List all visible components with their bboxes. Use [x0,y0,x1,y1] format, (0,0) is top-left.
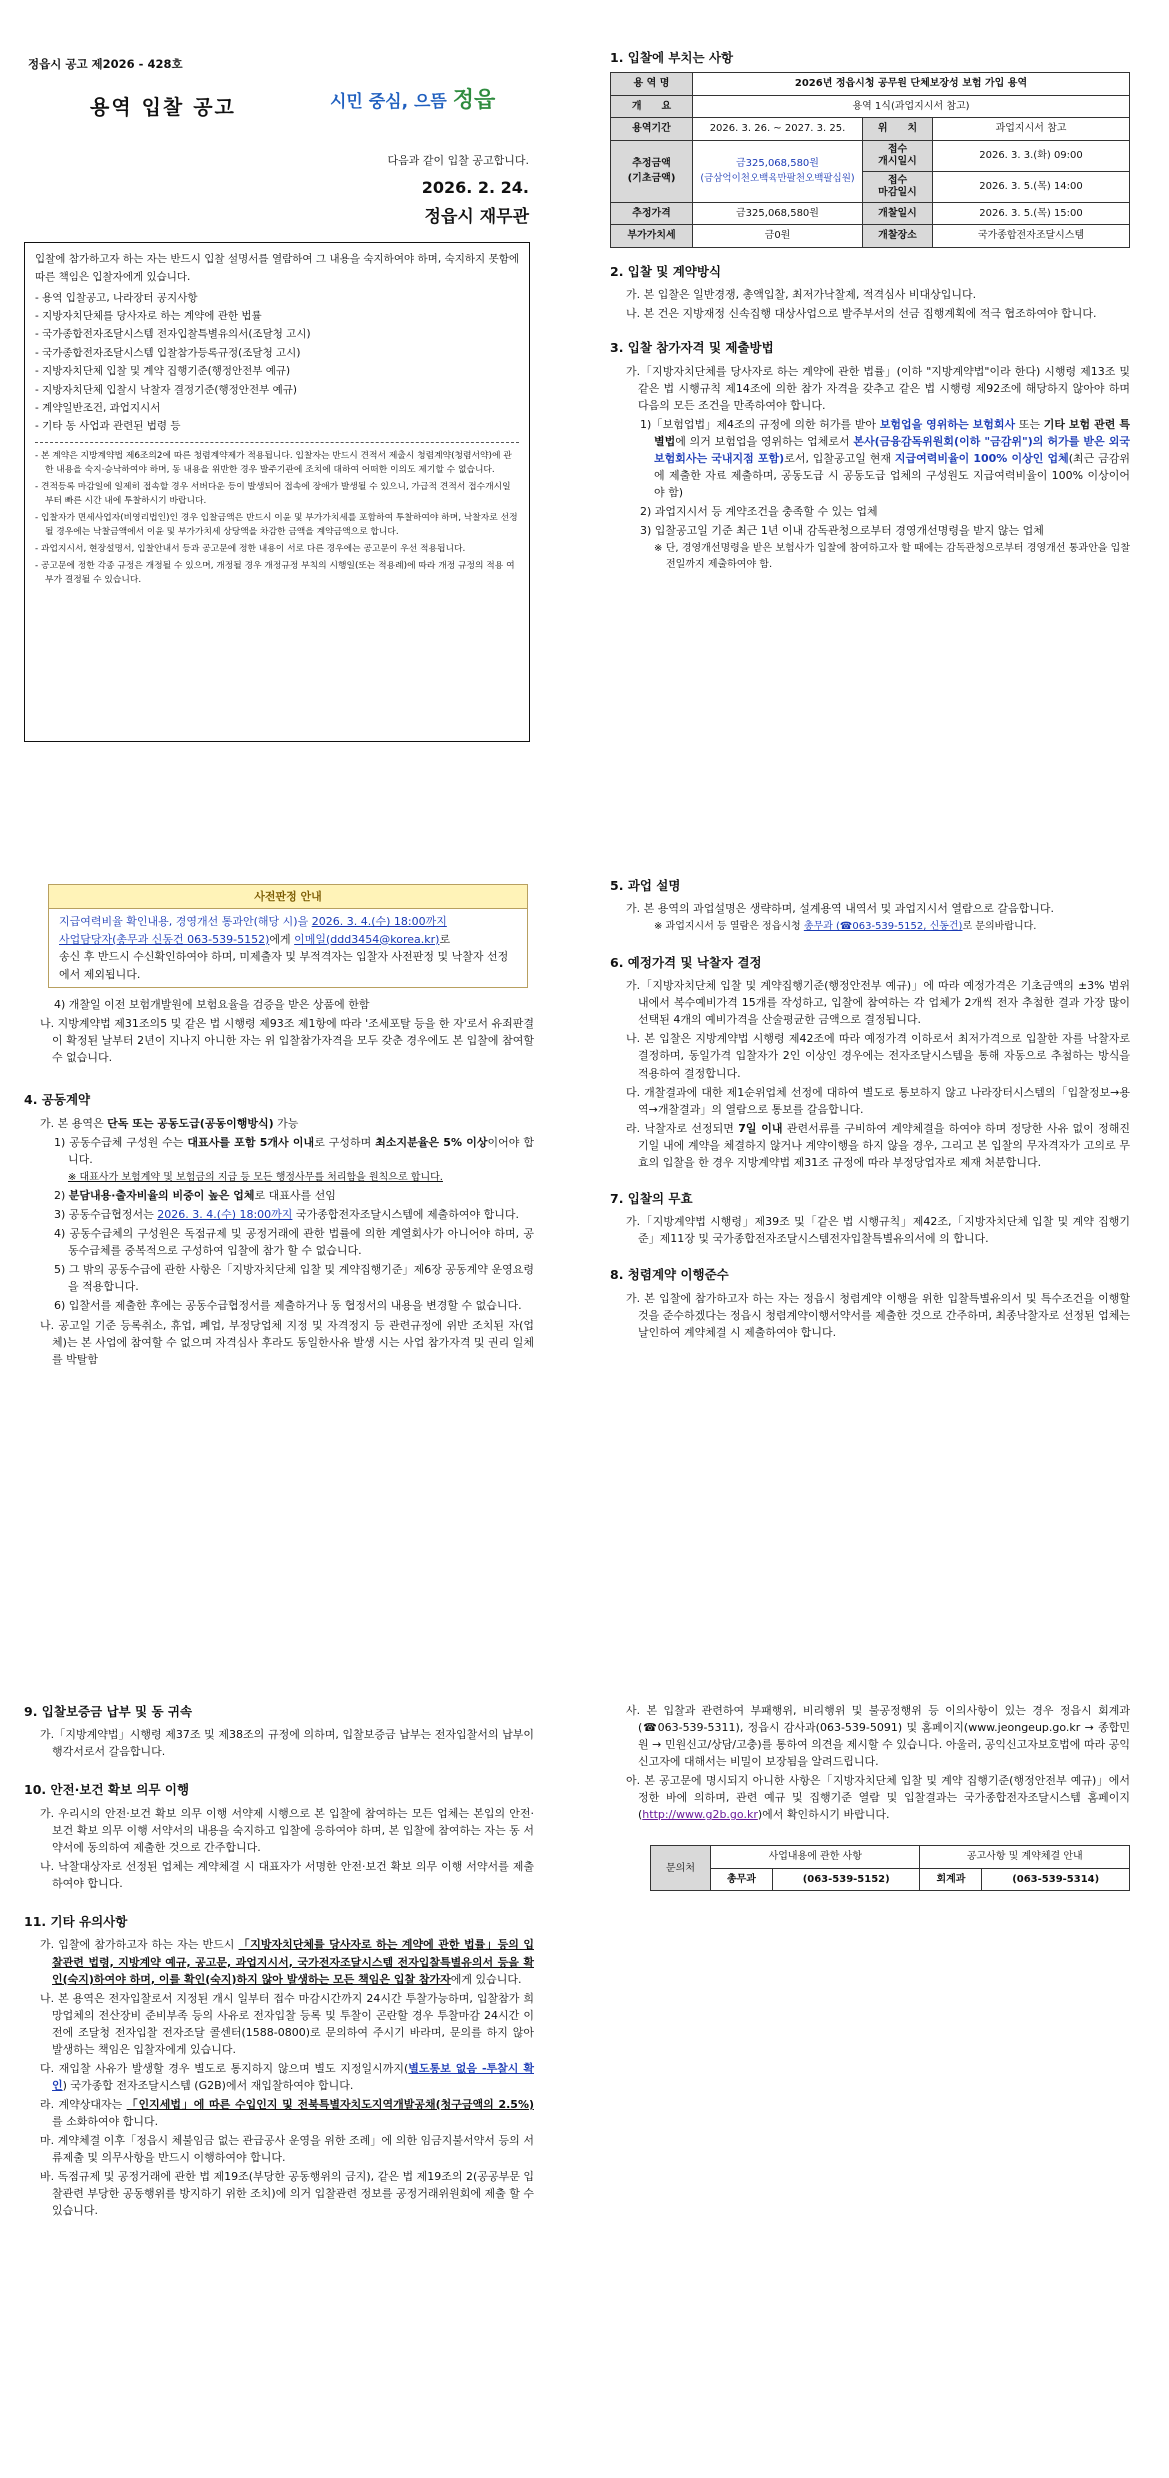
paragraph: 다. 개찰결과에 대한 제1순위업체 선정에 대하여 별도로 통보하지 않고 나라장터시스템의「입찰정보→용역→개찰결과」의 열람으로 통보를 갈음합니다. [626,1085,1130,1116]
contact-table [650,1845,1130,1891]
table-header: 추정가격 [611,202,693,225]
table-cell: 금0원 [693,225,863,248]
notice-box [24,242,530,742]
table-header: 공고사항 및 계약체결 안내 [920,1846,1130,1869]
intro-line: 다음과 같이 입찰 공고합니다. [387,154,529,167]
section-title: 7. 입찰의 무효 [610,1190,693,1206]
paragraph: 3) 공동수급협정서는 2026. 3. 4.(수) 18:00까지 국가종합전자조달시스템에 제출하여야 합니다. [54,1208,519,1222]
notice-item: - 국가종합전자조달시스템 입찰참가등록규정(조달청 고시) [35,346,301,359]
table-cell: (063-539-5152) [772,1868,920,1891]
section-title: 9. 입찰보증금 납부 및 동 귀속 [24,1704,193,1719]
section-title: 2. 입찰 및 계약방식 [610,263,722,279]
paragraph: 가.「지방자치단체 입찰 및 계약집행기준(행정안전부 예규)」에 따라 예정가격은 기초금액의 ±3% 범위 내에서 복수예비가격 15개를 작성하고, 입찰에 참여하는 각 업체가 2개씩 전자 추첨한 결과 가장 많이 선택된 4개의 예비가격을 산술평균한 금액으로 결정됩니다. [626,979,1130,1027]
section-title: 4. 공동계약 [24,1092,91,1108]
table-header: 위 치 [863,118,933,141]
table-header: 개찰일시 [863,202,933,225]
note: ※ 과업지시서 등 열람은 정읍시청 총무과 (☎063-539-5152, 신동건)로 문의바랍니다. [654,921,1037,933]
paragraph: 라. 낙찰자로 선정되면 7일 이내 관련서류를 구비하여 계약체결을 하여야 하며 정당한 사유 없이 정해진 기일 내에 계약을 체결하지 않거나 계약이행을 하지 않을 경우, 그리고 본 입찰의 무자격자가 고의로 무효의 입찰을 한 경우 지방계약법 제31조 규정에 따라 부정당업자로 제재 처분합니다. [626,1121,1130,1169]
table-header: 문의처 [651,1846,711,1891]
table-cell: 용역 1식(과업지시서 참고) [693,95,1130,118]
paragraph: 4) 공동수급체의 구성원은 독점규제 및 공정거래에 관한 법률에 의한 계열회사가 아니어야 하며, 공동수급체를 중복적으로 구성하여 입찰에 참가 할 수 없습니다. [54,1227,534,1258]
prereview-notice-box [48,884,528,988]
paragraph: 나. 본 건은 지방재정 신속집행 대상사업으로 발주부서의 선금 집행계획에 적극 협조하여야 합니다. [626,307,1097,321]
paragraph: 가. 입찰에 참가하고자 하는 자는 반드시 「지방자치단체를 당사자로 하는 계약에 관한 법률」등의 입찰관련 법령, 지방계약 예규, 공고문, 과업지시서, 국가전자조달시스템 전자입찰특별유의서 등을 확인(숙지)하여야 하며, 이를 확인(숙지)하지 않아 발생하는 모든 책임은 입찰 참가자에게 있습니다. [40,1938,534,1986]
paragraph: 가. 본 입찰에 참가하고자 하는 자는 정읍시 청렴계약 이행을 위한 입찰특별유의서 및 특수조건을 이행할 것을 준수하겠다는 정읍시 청렴계약이행서약서를 제출한 것으로 간주하며, 최종낙찰자로 선정된 업체는 날인하여 계약체결 시 제출하여야 합니다. [626,1291,1130,1339]
paragraph: 1) 공동수급체 구성원 수는 대표사를 포함 5개사 이내로 구성하며 최소지분율은 5% 이상이어야 합니다. [54,1135,534,1166]
paragraph: 나. 본 용역은 전자입찰로서 지정된 개시 일부터 접수 마감시간까지 24시간 투찰가능하며, 입찰참가 희망업체의 전산장비 준비부족 등의 사유로 전자입찰 등록 및 투찰이 곤란할 경우 투찰마감 24시간 이전에 조달청 전자입찰 전자조달 콜센터(1588-0800)로 문의하여 주시기 바라며, 문의를 하지 않아 발생하는 책임은 입찰자에게 있습니다. [40,1991,534,2056]
table-cell: 과업지시서 참고 [933,118,1130,141]
paragraph: 바. 독점규제 및 공정거래에 관한 법 제19조(부당한 공동행위의 금지), 같은 법 제19조의 2(공공부문 입찰관련 부당한 공동행위를 방지하기 위한 조치)에 의거 입찰관련 정보를 공정거래위원회에 제출 할 수 있습니다. [40,2170,534,2218]
divider [35,442,519,443]
paragraph: 가.「지방자치단체를 당사자로 하는 계약에 관한 법률」(이하 "지방계약법"이라 한다) 시행령 제13조 및 같은 법 시행규칙 제14조에 의한 참가 자격을 갖추고 같은 법 시행령 제92조에 해당하지 않아야 하며 다음의 모든 조건을 만족하여야 합니다. [626,364,1130,412]
doc-number: 정읍시 공고 제2026 - 428호 [28,57,183,71]
paragraph: 2) 분담내용·출자비율의 비중이 높은 업체로 대표사를 선임 [54,1189,336,1203]
paragraph: 가. 우리시의 안전·보건 확보 의무 이행 서약제 시행으로 본 입찰에 참여하는 모든 업체는 본입의 안전·보건 확보 의무 이행 서약서의 내용을 숙지하고 입찰에 응하여야 하며, 본 입찰에 참여하는 자는 동 서약서에 동의하여 제출한 것으로 간주합니다. [40,1806,534,1854]
table-cell: 국가종합전자조달시스템 [933,225,1130,248]
section-title: 5. 과업 설명 [610,878,681,893]
paragraph: 나. 지방계약법 제31조의5 및 같은 법 시행령 제93조 제1항에 따라 '조세포탈 등을 한 자'로서 유죄판결이 확정된 날부터 2년이 지나지 아니한 자는 위 입찰참가자격을 모두 갖춘 경우에도 본 입찰에 참여할 수 없습니다. [40,1017,534,1065]
section-title: 6. 예정가격 및 낙찰자 결정 [610,954,762,970]
table-cell: 2026년 정읍시청 공무원 단체보장성 보험 가입 용역 [693,73,1130,96]
paragraph: 마. 계약체결 이후「정읍시 체불임금 없는 관급공사 운영을 위한 조례」에 의한 임금지불서약서 등의 서류제출 및 의무사항을 반드시 이행하여야 합니다. [40,2133,534,2165]
paragraph: 나. 공고일 기준 등록취소, 휴업, 폐업, 부정당업체 지정 및 자격정지 등 관련규정에 위반 조치된 자(업체)는 본 사업에 참여할 수 없으며 자격심사 후라도 동일한사유 발생 시는 사업 참가자격 및 권리 일체를 박탈함 [40,1318,534,1366]
table-cell [693,140,863,202]
doc-title: 용역 입찰 공고 [90,95,236,119]
notice-item: - 지방자치단체를 당사자로 하는 계약에 관한 법률 [35,310,262,323]
paragraph: 가. 본 입찰은 일반경쟁, 총액입찰, 최저가낙찰제, 적격심사 비대상입니다. [626,288,977,302]
table-header: 추정금액 (기초금액) [611,140,693,202]
table-header: 접수 마감일시 [863,171,933,202]
table-header: 개 요 [611,95,693,118]
table-header: 접수 개시일시 [863,140,933,171]
paragraph: 가.「지방계약법 시행령」제39조 및「같은 법 시행규칙」제42조,「지방자치단체 입찰 및 계약 집행기준」제11장 및 국가종합전자조달시스템전자입찰특별유의서에 의 합니다. [626,1215,1130,1246]
paragraph: 2) 과업지시서 등 계약조건을 충족할 수 있는 업체 [640,505,878,519]
paragraph: 3) 입찰공고일 기준 최근 1년 이내 감독관청으로부터 경영개선명령을 받지 않는 업체 [640,524,1044,538]
right-column-top [610,48,1130,574]
doc-org: 정읍시 재무관 [424,207,529,227]
table-cell: 회계과 [920,1868,982,1891]
table-header: 용역기간 [611,118,693,141]
paragraph: 아. 본 공고문에 명시되지 아니한 사항은「지방자치단체 입찰 및 계약 집행기준(행정안전부 예규)」에서 정한 바에 의하며, 관련 예규 및 집행기준 열람 및 입찰결과는 국가종합전자조달시스템 홈페이지(http://www.g2b.go.kr)에서 확인하시기 바랍니다. [626,1774,1130,1822]
table-cell: 금325,068,580원 [693,202,863,225]
notice-lead: 입찰에 참가하고자 하는 자는 반드시 입찰 설명서를 열람하여 그 내용을 숙지하여야 하며, 숙지하지 못함에 따른 책임은 입찰자에게 있습니다. [35,253,519,283]
doc-date: 2026. 2. 24. [421,178,529,197]
prereview-body: 지급여력비율 확인내용, 경영개선 통과안(해당 시)을 2026. 3. 4.(수) 18:00까지 사업담당자(총무과 신동건 063-539-5152)에게 이메일(ddd3454@korea.kr)로 송신 후 반드시 수신확인하여야 하며, 미제출자 및 부적격자는 입찰자 사전판정 및 낙찰자 선정에서 제외됩니다. [59,915,509,981]
notice-note: - 공고문에 정한 각종 규정은 개정될 수 있으며, 개정될 경우 개정규정 부칙의 시행일(또는 적용례)에 따라 개정 규정의 적용 여부가 결정될 수 있습니다. [35,561,515,586]
city-slogan-logo: 시민 중심, 으뜸 정읍 [330,88,496,113]
table-header: 용 역 명 [611,73,693,96]
notice-note: - 견적등록 마감일에 일제히 접속할 경우 서버다운 등이 발생되어 접속에 장애가 발생될 수 있으니, 가급적 견적서 접수개시일부터 빠른 시간 내에 투찰하시기 바랍니다. [35,481,511,506]
section-title: 3. 입찰 참가자격 및 제출방법 [610,340,774,356]
section-title: 11. 기타 유의사항 [24,1914,128,1930]
right-column-bottom [610,1702,1130,1891]
prereview-title: 사전판정 안내 [49,885,527,909]
section-title: 10. 안전·보건 확보 의무 이행 [24,1782,190,1798]
notice-item: - 기타 동 사업과 관련된 법령 등 [35,420,181,433]
bid-info-table [610,72,1130,248]
paragraph: 4) 개찰일 이전 보험개발원에 보험요율을 검증을 받은 상품에 한함 [54,998,370,1011]
g2b-link[interactable]: http://www.g2b.go.kr [642,1808,758,1822]
table-cell: 총무과 [711,1868,773,1891]
notice-item: - 지방자치단체 입찰 및 계약 집행기준(행정안전부 예규) [35,365,291,378]
paragraph: 다. 재입찰 사유가 발생할 경우 별도로 통지하지 않으며 별도 지정일시까지(별도통보 없음 -투찰시 확인) 국가종합 전자조달시스템 (G2B)에서 재입찰하여야 합니다. [40,2061,534,2092]
right-column-middle [610,876,1130,1343]
table-cell: 2026. 3. 26. ~ 2027. 3. 25. [693,118,863,141]
section-title: 1. 입찰에 부치는 사항 [610,50,734,65]
table-header: 개찰장소 [863,225,933,248]
paragraph: 6) 입찰서를 제출한 후에는 공동수급협정서를 제출하거나 동 협정서의 내용을 변경할 수 없습니다. [54,1299,522,1313]
note: ※ 대표사가 보험계약 및 보험금의 지급 등 모든 행정사무를 처리함을 원칙으로 합니다. [68,1171,443,1183]
paragraph: 라. 계약상대자는 「인지세법」에 따른 수입인지 및 전북특별자치도지역개발공채(청구금액의 2.5%)를 소화하여야 합니다. [40,2097,534,2128]
estimated-amount-korean: (금삼억이천오백육만팔천오백팔십원) [700,172,855,184]
paragraph: 나. 본 입찰은 지방계약법 시행령 제42조에 따라 예정가격 이하로서 최저가격으로 입찰한 자를 낙찰자로 결정하며, 동일가격 입찰자가 2인 이상인 경우에는 전자조달시스템을 통해 자동으로 추첨하는 방식을 적용하여 결정합니다. [626,1032,1130,1080]
estimated-amount: 금325,068,580원 [736,158,819,170]
notice-note: - 과업지시서, 현장설명서, 입찰안내서 등과 공고문에 정한 내용이 서로 다른 경우에는 공고문이 우선 적용됩니다. [35,544,466,555]
table-cell: 2026. 3. 5.(목) 14:00 [933,171,1130,202]
left-column-middle [24,996,534,1370]
table-cell: (063-539-5314) [982,1868,1130,1891]
notice-item: - 계약일반조건, 과업지시서 [35,401,161,414]
table-cell: 2026. 3. 3.(화) 09:00 [933,140,1130,171]
contact-wrap [610,1845,1130,1891]
notice-item: - 용역 입찰공고, 나라장터 공지사항 [35,291,198,304]
table-header: 사업내용에 관한 사항 [711,1846,920,1869]
paragraph: 5) 그 밖의 공동수급에 관한 사항은「지방자치단체 입찰 및 계약집행기준」제6장 공동계약 운영요령을 적용합니다. [54,1263,534,1294]
paragraph: 가.「지방계약법」시행령 제37조 및 제38조의 규정에 의하며, 입찰보증금 납부는 전자입찰서의 납부이행각서로서 갈음합니다. [40,1728,534,1759]
paragraph: 나. 낙찰대상자로 선정된 업체는 계약체결 시 대표자가 서명한 안전·보건 확보 의무 이행 서약서를 제출하여야 합니다. [40,1859,534,1891]
paragraph: 가. 본 용역은 단독 또는 공동도급(공동이행방식) 가능 [40,1116,299,1130]
notice-item: - 국가종합전자조달시스템 전자입찰특별유의서(조달청 고시) [35,328,311,341]
notice-note: - 본 계약은 지방계약법 제6조의2에 따른 청렴계약제가 적용됩니다. 입찰자는 반드시 견적서 제출시 청렴계약(청렴서약)에 관한 내용을 숙지·승낙하여야 하며, 동 내용을 위반한 경우 발주기관에 조치에 대하여 어떠한 이의도 제기할 수 없습니다. [35,450,512,475]
table-header: 부가가치세 [611,225,693,248]
paragraph: 사. 본 입찰과 관련하여 부패행위, 비리행위 및 불공정행위 등 이의사항이 있는 경우 정읍시 회계과(☎063-539-5311), 정읍시 감사과(063-539-5091) 및 홈페이지(www.jeongeup.go.kr → 종합민원 → 민원신고/상담/고충)를 통하여 의견을 제시할 수 있습니다. 아울러, 공익신고자보호법에 따라 공익신고자에 대해서는 비밀이 보장됨을 알려드립니다. [626,1704,1130,1769]
note: ※ 단, 경영개선명령을 받은 보험사가 입찰에 참여하고자 할 때에는 감독관청으로부터 경영개선 통과안을 입찰 전일까지 제출하여야 함. [654,543,1130,570]
notice-item: - 지방자치단체 입찰시 낙찰자 결정기준(행정안전부 예규) [35,383,297,396]
section-title: 8. 청렴계약 이행준수 [610,1267,729,1283]
table-cell: 2026. 3. 5.(목) 15:00 [933,202,1130,225]
left-column-bottom [24,1702,534,2221]
paragraph: 가. 본 용역의 과업설명은 생략하며, 설계용역 내역서 및 과업지시서 열람으로 갈음합니다. [626,902,1054,916]
notice-note: - 입찰자가 면세사업자(비영리법인)인 경우 입찰금액은 반드시 이윤 및 부가가치세를 포함하여 투찰하여야 하며, 낙찰자로 선정될 경우에는 낙찰금액에서 이윤 및 부가가치세 상당액을 차감한 금액을 계약금액으로 합니다. [35,512,518,537]
paragraph: 1)「보험업법」제4조의 규정에 의한 허가를 받아 보험업을 영위하는 보험회사 또는 기타 보험 관련 특별법에 의거 보험업을 영위하는 업체로서 본사(금융감독위원회(이하 "금감위")의 허가를 받은 외국보험회사는 국내지점 포함)로서, 입찰공고일 현재 지급여력비율이 100% 이상인 업체(최근 금감위에 제출한 자료 제출하며, 공동도급 시 공동도급 업체의 구성원도 지급여력비율이 100% 이상이어야 함) [640,417,1131,500]
